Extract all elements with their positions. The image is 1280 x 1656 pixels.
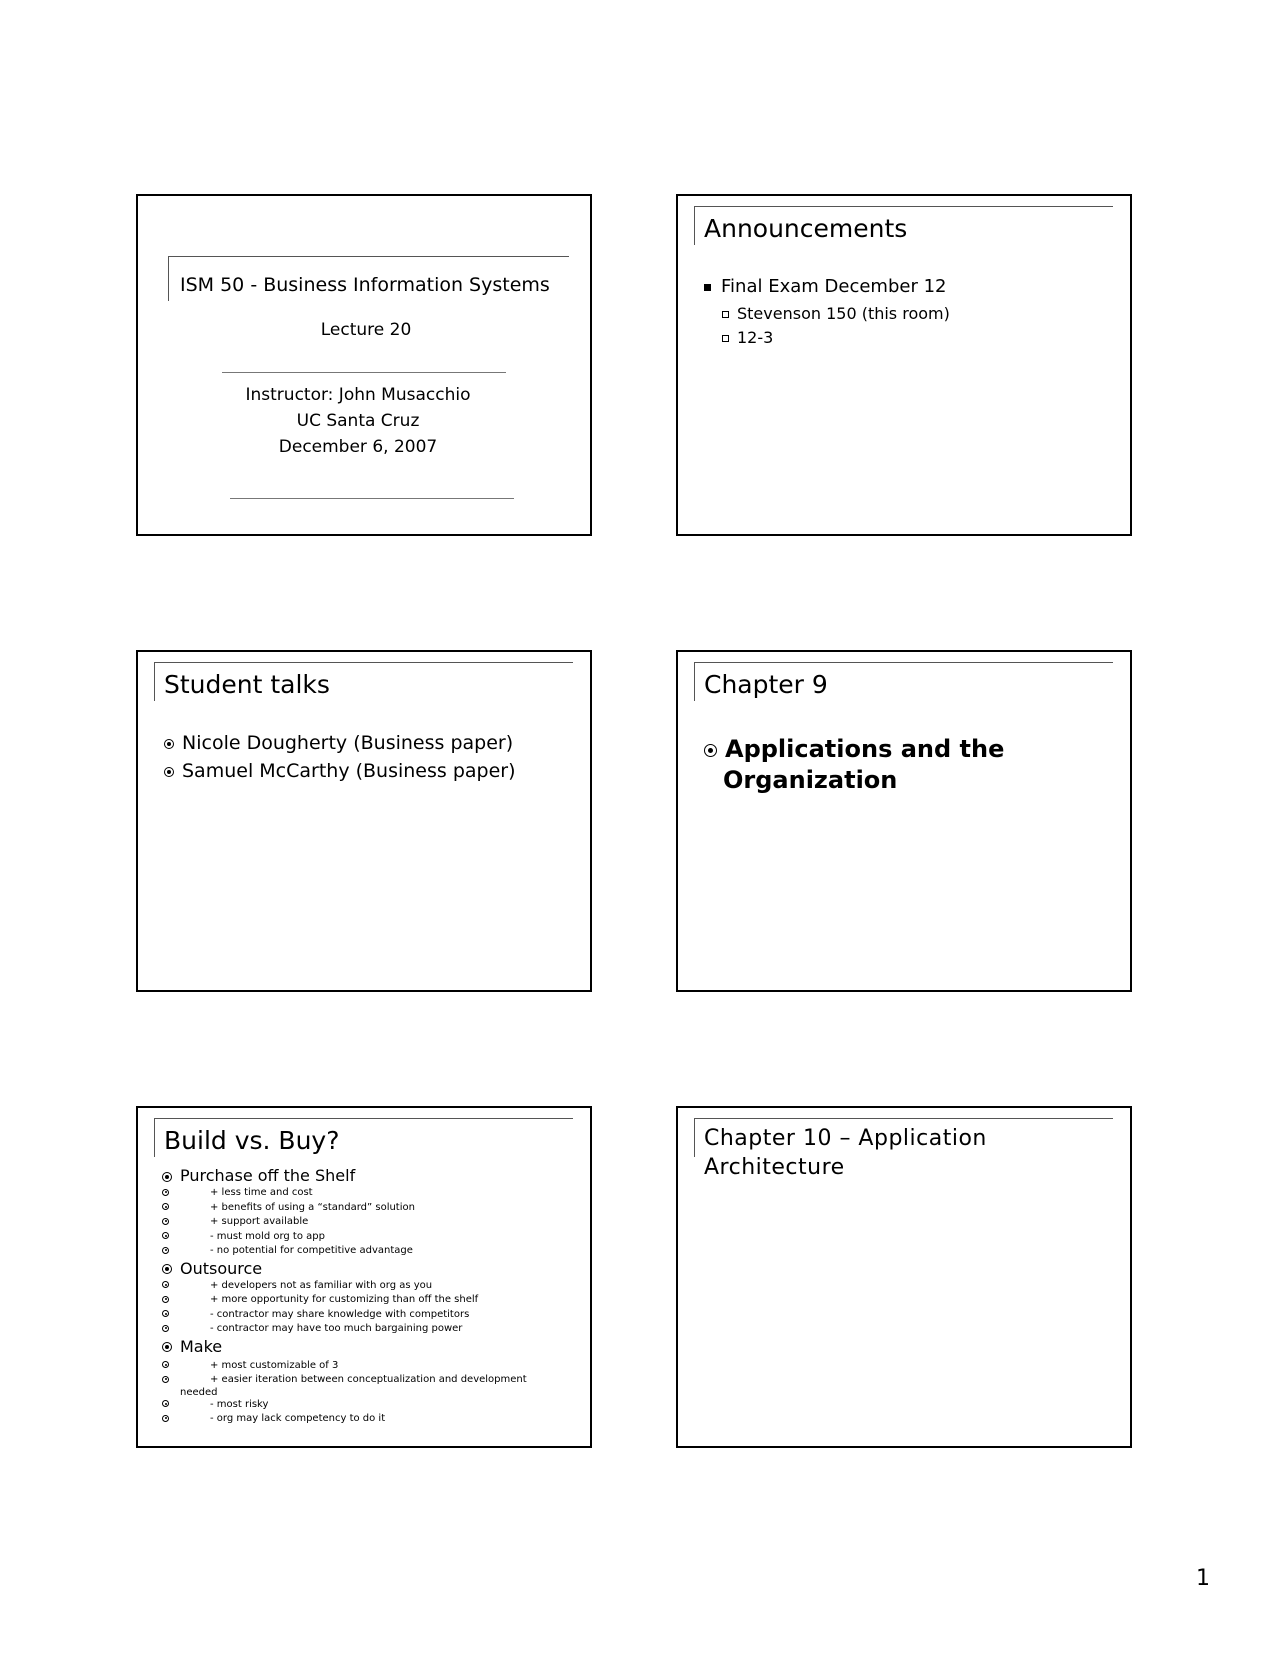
item-text: Purchase off the Shelf bbox=[180, 1166, 356, 1185]
item-text: Nicole Dougherty (Business paper) bbox=[182, 732, 514, 754]
circle-bullet-icon bbox=[162, 1172, 172, 1182]
instructor-block bbox=[138, 382, 578, 460]
item-text: + developers not as familiar with org as you bbox=[210, 1279, 433, 1291]
item-text: - org may lack competency to do it bbox=[210, 1413, 386, 1424]
sub-list-item bbox=[162, 1186, 582, 1201]
slide-heading: Build vs. Buy? bbox=[164, 1126, 340, 1155]
course-title: ISM 50 - Business Information Systems bbox=[180, 274, 550, 296]
circle-bullet-icon bbox=[162, 1310, 169, 1317]
item-text: + less time and cost bbox=[210, 1187, 313, 1198]
sub-list-item bbox=[162, 1322, 582, 1337]
sub-list-item bbox=[162, 1293, 582, 1308]
slide-heading: Chapter 9 bbox=[704, 670, 828, 699]
circle-bullet-icon bbox=[162, 1232, 169, 1239]
option-list bbox=[162, 1166, 582, 1427]
circle-bullet-icon bbox=[162, 1247, 169, 1254]
sub-list-item bbox=[162, 1308, 582, 1323]
heading-line: Chapter 10 – Application bbox=[704, 1126, 987, 1151]
item-text: - most risky bbox=[210, 1398, 269, 1410]
item-text: + easier iteration between conceptualization and development bbox=[210, 1374, 527, 1385]
sub-list-item bbox=[162, 1373, 582, 1388]
slide-chapter-10 bbox=[676, 1106, 1132, 1448]
item-text: - no potential for competitive advantage bbox=[210, 1245, 413, 1256]
item-text: - contractor may share knowledge with competitors bbox=[210, 1308, 470, 1320]
list-item bbox=[162, 1337, 582, 1357]
circle-bullet-icon bbox=[162, 1400, 169, 1407]
lecture-date: December 6, 2007 bbox=[278, 437, 438, 457]
item-text: Make bbox=[180, 1336, 223, 1356]
sub-list-item bbox=[162, 1215, 582, 1230]
item-text: Samuel McCarthy (Business paper) bbox=[182, 760, 516, 782]
item-text: Outsource bbox=[180, 1258, 263, 1278]
circle-bullet-icon bbox=[162, 1189, 169, 1196]
slide-build-vs-buy bbox=[136, 1106, 592, 1448]
item-text: Stevenson 150 (this room) bbox=[737, 304, 950, 323]
item-text: 12-3 bbox=[737, 328, 774, 347]
item-text: + more opportunity for customizing than off the shelf bbox=[210, 1294, 479, 1305]
sub-list-item bbox=[162, 1412, 582, 1427]
circle-bullet-icon bbox=[162, 1376, 169, 1383]
hollow-square-bullet-icon bbox=[722, 335, 729, 342]
item-text: + support available bbox=[210, 1216, 309, 1227]
slide-chapter-9 bbox=[676, 650, 1132, 992]
sub-list-item bbox=[162, 1230, 582, 1245]
circle-bullet-icon bbox=[164, 767, 174, 777]
slide-title bbox=[136, 194, 592, 536]
slide-student-talks bbox=[136, 650, 592, 992]
page-number: 1 bbox=[1196, 1566, 1210, 1591]
lecture-number: Lecture 20 bbox=[320, 320, 412, 340]
slide-announcements bbox=[676, 194, 1132, 536]
circle-bullet-icon bbox=[704, 744, 717, 757]
circle-bullet-icon bbox=[162, 1296, 169, 1303]
square-bullet-icon bbox=[704, 284, 711, 291]
item-text: - must mold org to app bbox=[210, 1230, 325, 1242]
circle-bullet-icon bbox=[162, 1415, 169, 1422]
slide-heading: Student talks bbox=[164, 670, 330, 699]
list-item bbox=[164, 760, 516, 782]
item-text: Organization bbox=[723, 766, 898, 794]
school: UC Santa Cruz bbox=[296, 411, 420, 431]
circle-bullet-icon bbox=[162, 1264, 172, 1274]
item-text: + most customizable of 3 bbox=[210, 1359, 339, 1371]
circle-bullet-icon bbox=[162, 1281, 169, 1288]
divider bbox=[222, 372, 506, 373]
hollow-square-bullet-icon bbox=[722, 311, 729, 318]
sub-list-item bbox=[162, 1201, 582, 1216]
item-text: Final Exam December 12 bbox=[721, 276, 947, 297]
item-text: + benefits of using a “standard” solution bbox=[210, 1201, 415, 1213]
item-text: - contractor may have too much bargaining power bbox=[210, 1323, 463, 1334]
item-text: Applications and the bbox=[725, 735, 1005, 763]
sub-list-item bbox=[722, 304, 950, 323]
circle-bullet-icon bbox=[162, 1325, 169, 1332]
slide-heading: Announcements bbox=[704, 214, 908, 243]
sub-list-item bbox=[162, 1359, 582, 1374]
sub-list-item bbox=[162, 1398, 582, 1413]
heading-line: Architecture bbox=[704, 1155, 845, 1180]
sub-list-item bbox=[722, 328, 773, 347]
list-item bbox=[704, 734, 1004, 796]
sub-list-item bbox=[162, 1279, 582, 1294]
slide-heading bbox=[704, 1124, 987, 1182]
circle-bullet-icon bbox=[162, 1361, 169, 1368]
instructor: Instructor: John Musacchio bbox=[245, 385, 471, 405]
list-item bbox=[162, 1259, 582, 1279]
circle-bullet-icon bbox=[164, 739, 174, 749]
circle-bullet-icon bbox=[162, 1342, 172, 1352]
list-item bbox=[164, 732, 513, 754]
sub-list-item-continuation: needed bbox=[180, 1386, 218, 1398]
circle-bullet-icon bbox=[162, 1203, 169, 1210]
divider bbox=[230, 498, 514, 499]
list-item bbox=[162, 1166, 582, 1186]
circle-bullet-icon bbox=[162, 1218, 169, 1225]
list-item bbox=[704, 276, 946, 297]
sub-list-item bbox=[162, 1244, 582, 1259]
